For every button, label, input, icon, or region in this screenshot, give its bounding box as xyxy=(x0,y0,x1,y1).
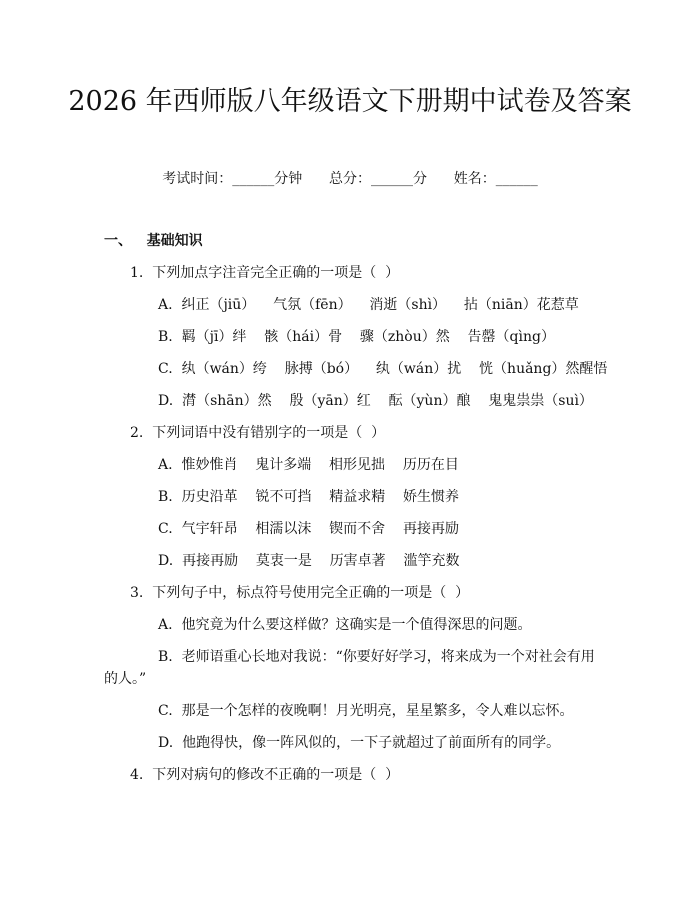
question-2-option-d: D. 再接再励 莫衷一是 历害卓著 滥竽充数 xyxy=(158,553,460,569)
section-heading: 一、 基础知识 xyxy=(104,233,203,249)
question-3-option-b: B. 老师语重心长地对我说：“你要好好学习，将来成为一个对社会有用 xyxy=(158,649,595,665)
question-2-stem: 2. 下列词语中没有错别字的一项是（ ） xyxy=(130,425,386,441)
question-4-stem: 4. 下列对病句的修改不正确的一项是（ ） xyxy=(130,767,400,783)
question-3-option-c: C. 那是一个怎样的夜晚啊！月光明亮，星星繁多，令人难以忘怀。 xyxy=(158,703,574,719)
question-3-option-b-continuation: 的人。” xyxy=(104,671,147,687)
question-1-option-d: D. 潸（shān）然 殷（yān）红 酝（yùn）酿 鬼鬼祟祟（suì） xyxy=(158,393,593,409)
question-1-option-b: B. 羁（jī）绊 骸（hái）骨 骤（zhòu）然 告罄（qìng） xyxy=(158,329,555,345)
question-2-option-a: A. 惟妙惟肖 鬼计多端 相形见拙 历历在目 xyxy=(158,457,459,473)
question-1-option-c: C. 纨（wán）绔 脉搏（bó） 纨（wán）扰 恍（huǎng）然醒悟 xyxy=(158,361,608,377)
exam-info-line: 考试时间：______分钟 总分：______分 姓名：______ xyxy=(162,171,538,187)
question-2-option-c: C. 气宇轩昂 相濡以沫 锲而不舍 再接再励 xyxy=(158,521,459,537)
question-3-stem: 3. 下列句子中，标点符号使用完全正确的一项是（ ） xyxy=(130,585,470,601)
page-title: 2026 年西师版八年级语文下册期中试卷及答案 xyxy=(68,86,632,117)
question-1-option-a: A. 纠正（jiū） 气氛（fēn） 消逝（shì） 拈（niān）花惹草 xyxy=(158,297,579,313)
question-3-option-d: D. 他跑得快，像一阵风似的，一下子就超过了前面所有的同学。 xyxy=(158,735,561,751)
question-3-option-a: A. 他究竟为什么要这样做？这确实是一个值得深思的问题。 xyxy=(158,617,532,633)
question-2-option-b: B. 历史沿革 锐不可挡 精益求精 娇生惯养 xyxy=(158,489,460,505)
question-1-stem: 1. 下列加点字注音完全正确的一项是（ ） xyxy=(130,265,400,281)
